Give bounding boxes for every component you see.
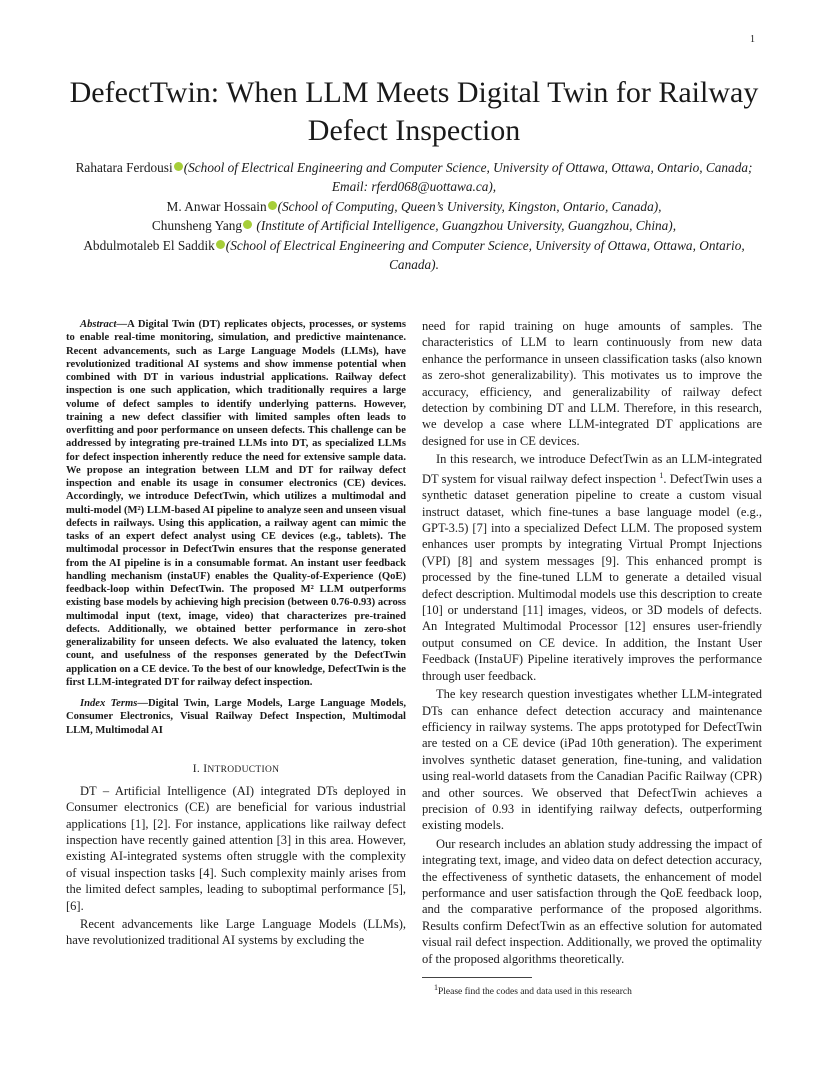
- footnote-number: 1: [434, 983, 438, 992]
- body-paragraph: In this research, we introduce DefectTwin as an LLM-integrated DT system for visual railway defect inspection $^1$. DefectTwin uses a synthetic dataset generation pipeline to create a custom visual instruct dataset, which fine-tunes a base language model (e.g., GPT-3.5) [7] into a specialized Defect LLM. The proposed system enhances user prompts by integrating Virtual Prompt Injections (VPI) [8] and system messages [9]. This enhanced prompt is processed by the fine-tuned LLM to generate a detailed visual defect description. Multimodal models use this description to create [10] or understand [11] images, videos, or 3D models of defects. An Integrated Multimodal Processor [12] ensures user-friendly output consumed on CE device. In addition, the Instant User Feedback (InstaUF) Pipeline iteratively improves the performance through user feedback.: [422, 452, 763, 683]
- orcid-icon[interactable]: [174, 162, 183, 171]
- orcid-icon[interactable]: [243, 220, 252, 229]
- footnote-mark[interactable]: 1: [659, 470, 664, 480]
- abstract-lead: Abstract: [80, 319, 117, 330]
- author-name: Abdulmotaleb El Saddik: [83, 237, 215, 253]
- paper-title: DefectTwin: When LLM Meets Digital Twin for Railway Defect Inspection: [69, 76, 759, 147]
- author-affiliation: (Institute of Artificial Intelligence, Guangzhou University, Guangzhou, China),: [253, 218, 677, 234]
- footnote: [422, 982, 762, 998]
- body-paragraph: need for rapid training on huge amounts of samples. The characteristics of LLM to learn continuously from new data enhance the performance in unseen classification tasks (also known as zero-shot generalizability). This motivates us to improve the accuracy, efficiency, and generalizability of railway defect detection by combining DT and LLM. Therefore, in this research, we develop a case where LLM-integrated DT applications are designed for use in CE devices.: [422, 319, 762, 448]
- author-affiliation: (School of Electrical Engineering and Computer Science, University of Ottawa, Ottawa, Ontario, Canada).: [225, 237, 745, 273]
- body-paragraph: Recent advancements like Large Language Models (LLMs), have revolutionized traditional AI systems by excluding the: [66, 917, 406, 948]
- index-terms-text: —Digital Twin, Large Models, Large Language Models, Consumer Electronics, Visual Railway Defect Inspection, Multimodal LLM, Multimodal AI: [66, 698, 406, 736]
- right-column: [422, 318, 762, 998]
- footnote-text: Please find the codes and data used in this research: [438, 987, 632, 998]
- abstract-text: —A Digital Twin (DT) replicates objects, processes, or systems to enable real-time monitoring, simulation, and predictive maintenance. Recent advancements, such as Large Language Models (LLMs), have revolutionized traditional AI systems and show immense potential when combined with DT in various industrial applications. Railway defect inspection is one such application, which traditionally requires a large volume of defect samples to identify underlying patterns. However, training a new defect classifier with limited samples often leads to overfitting and poor performance on unseen defects. This challenge can be addressed by integrating pre-trained LLMs into DT, as specialized LLMs for defect inspection inherently reduce the need for extensive sample data. We propose an integration between LLM and DT for railway defect inspection and enable its usage in consumer electronics (CE) devices. Accordingly, we introduce DefectTwin, which utilizes a multimodal and multi-model (M²) LLM-based AI pipeline to analyze seen and unseen visual defects in railways. Using this application, a railway agent can mimic the tasks of an expert defect analyst using CE devices (e.g., tablets). The multimodal processor in DefectTwin ensures that the response generated from the AI pipeline is in a consumable format. An instant user feedback handling mechanism (instaUF) enables the Quality-of-Experience (QoE) feedback-loop within DefectTwin. The proposed M² LLM outperforms existing base models by achieving high precision (between 0.76-0.93) across multimodal input (text, image, video) that characterizes pre-trained defects. Additionally, we obtained better performance in zero-shot generalizability for unseen defects. We also evaluated the latency, token count, and usefulness of the responses generated by the DefectTwin application on a CE device. To the best of our knowledge, DefectTwin is the first LLM-integrated DT for railway defect inspection.: [66, 319, 406, 688]
- body-paragraph: Our research includes an ablation study addressing the impact of integrating text, image, and video data on defect detection accuracy, the effectiveness of synthetic datasets, the enhancement of model performance and user satisfaction through the QoE feedback loop, and the comparative performance of the proposed algorithms. Results confirm DefectTwin as an effective solution for automated visual rail defect inspection. Additionally, we proved the optimality of the proposed algorithms theoretically.: [422, 836, 763, 966]
- footnote-divider: [422, 977, 532, 978]
- author-name: Chunsheng Yang: [151, 218, 243, 234]
- left-column: [66, 318, 406, 949]
- body-paragraph: DT – Artificial Intelligence (AI) integrated DTs deployed in Consumer electronics (CE) are beneficial for various industrial applications [1], [2]. For instance, applications like railway defect inspection have recently gained attention [3] in this area. However, existing AI-integrated systems often struggle with the complexity of visual inspection tasks [4]. Such complexity mainly arises from the limited defect samples, leading to suboptimal performance [5], [6].: [66, 783, 406, 913]
- section-heading: I. INTRODUCTION: [192, 762, 280, 775]
- author-affiliation: (School of Electrical Engineering and Computer Science, University of Ottawa, Ottawa, Ontario, Canada; Email: rferd068@uottawa.ca),: [183, 160, 753, 195]
- abstract: [66, 318, 406, 689]
- index-terms: [66, 697, 406, 737]
- orcid-icon[interactable]: [216, 240, 225, 249]
- author-block: [58, 158, 770, 274]
- author-name: Rahatara Ferdousi: [75, 160, 173, 175]
- index-terms-lead: Index Terms: [80, 698, 138, 709]
- orcid-icon[interactable]: [268, 201, 277, 210]
- author-affiliation: (School of Computing, Queen’s University, Kingston, Ontario, Canada),: [277, 198, 662, 214]
- body-paragraph: The key research question investigates whether LLM-integrated DTs can enhance defect detection accuracy and maintenance efficiency in railway systems. The apps prototyped for DefectTwin are tested on a CE device (iPad 10th generation). The experiment involves synthetic dataset generation, fine-tuning, and validation using real-world datasets from the Canadian Pacific Railway (CPR) and other sources. We observed that DefectTwin achieves a precision of 0.93 in identifying railway defects, outperforming existing models.: [422, 687, 762, 833]
- author-name: M. Anwar Hossain: [166, 198, 267, 214]
- page-number: 1: [750, 34, 755, 45]
